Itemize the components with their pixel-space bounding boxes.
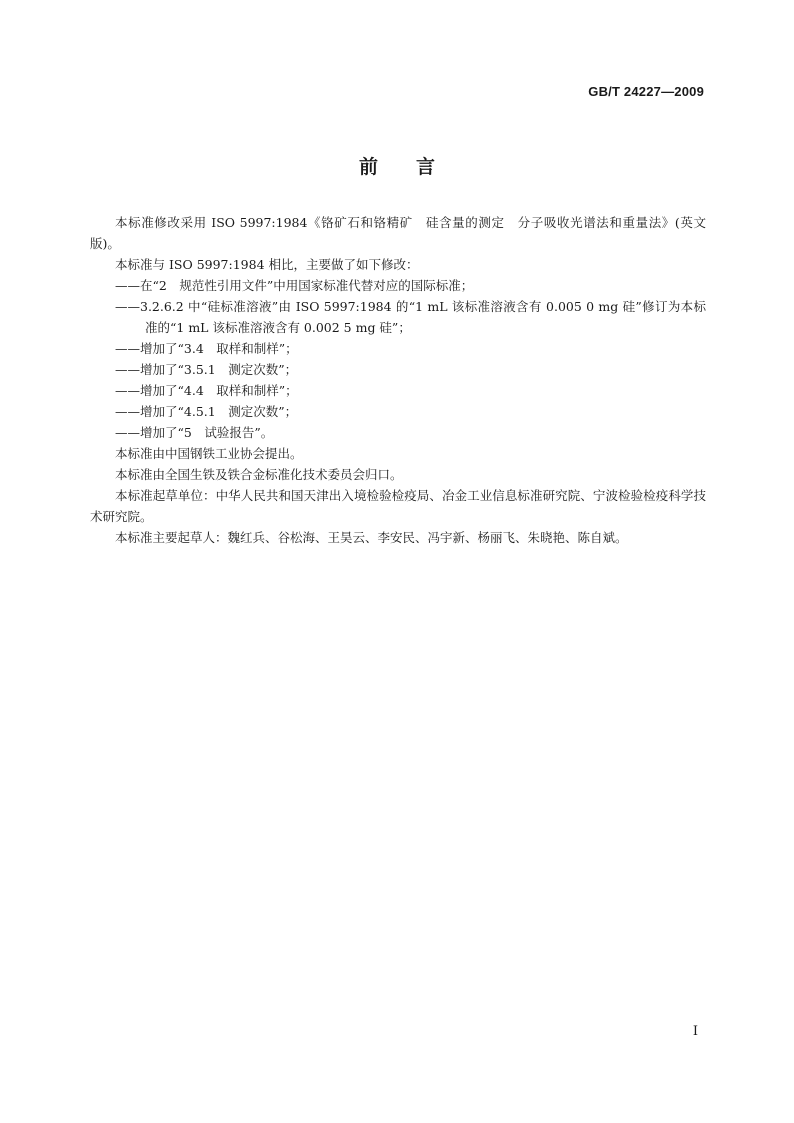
change-item: ——3.2.6.2 中“硅标准溶液”由 ISO 5997:1984 的“1 mL 该标准溶液含有 0.005 0 mg 硅”修订为本标准的“1 mL 该标准溶液含有 0.002 5 mg 硅”； bbox=[115, 299, 706, 335]
paragraph-drafters: 本标准主要起草人：魏红兵、谷松海、王昊云、李安民、冯宇新、杨丽飞、朱晓艳、陈自斌。 bbox=[115, 530, 628, 545]
document-body bbox=[90, 212, 706, 548]
paragraph-differences: 本标准与 ISO 5997:1984 相比，主要做了如下修改： bbox=[115, 257, 419, 272]
paragraph-adoption: 本标准修改采用 ISO 5997:1984《铬矿石和铬精矿 硅含量的测定 分子吸收光谱法和重量法》(英文版)。 bbox=[90, 215, 706, 251]
change-item: ——增加了“4.4 取样和制样”； bbox=[115, 383, 298, 398]
paragraph-drafting-units: 本标准起草单位：中华人民共和国天津出入境检验检疫局、冶金工业信息标准研究院、宁波检验检疫科学技术研究院。 bbox=[90, 488, 706, 524]
paragraph-proposer: 本标准由中国钢铁工业协会提出。 bbox=[115, 446, 303, 461]
page-title bbox=[0, 152, 794, 179]
change-item: ——增加了“3.4 取样和制样”； bbox=[115, 341, 298, 356]
page-number: I bbox=[692, 1024, 698, 1039]
change-item: ——在“2 规范性引用文件”中用国家标准代替对应的国际标准； bbox=[115, 278, 474, 293]
title-char-right: 言 bbox=[416, 156, 436, 178]
change-item: ——增加了“4.5.1 测定次数”； bbox=[115, 404, 298, 419]
title-char-left: 前 bbox=[358, 156, 378, 178]
change-item: ——增加了“3.5.1 测定次数”； bbox=[115, 362, 298, 377]
paragraph-committee: 本标准由全国生铁及铁合金标准化技术委员会归口。 bbox=[115, 467, 403, 482]
standard-code: GB/T 24227—2009 bbox=[588, 84, 704, 99]
change-item: ——增加了“5 试验报告”。 bbox=[115, 425, 274, 440]
